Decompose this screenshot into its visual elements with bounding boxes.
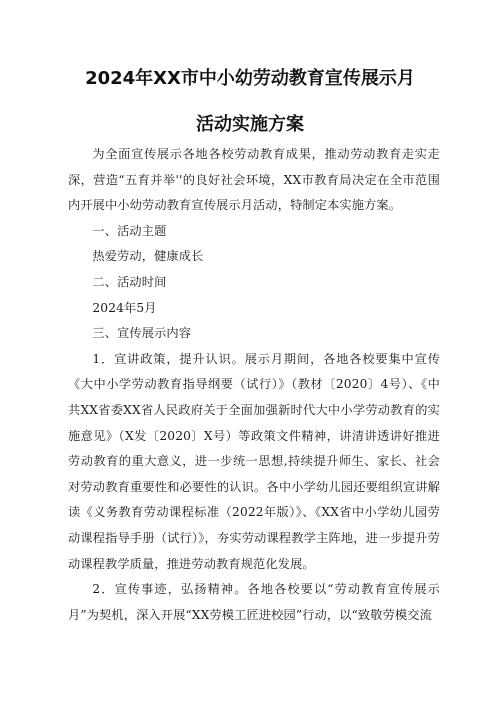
- section2-heading: 二、活动时间: [92, 274, 167, 289]
- intro-paragraph: 为全面宣传展示各地各校劳动教育成果，推动劳动教育走实走深，营造“五育并举''的良好社会环境，XX市教育局决定在全市范围内开展中小幼劳动教育宣传展示月活动，特制定本实施方案。: [68, 147, 440, 213]
- section2-content: 2024年5月: [92, 300, 157, 315]
- section3-heading: 三、宣传展示内容: [92, 326, 192, 341]
- section1-heading: 一、活动主题: [92, 223, 167, 238]
- document-body: [68, 142, 440, 628]
- document-title-line1: 2024年XX市中小幼劳动教育宣传展示月: [85, 68, 415, 89]
- document-title-line2: 活动实施方案: [196, 114, 304, 135]
- item1-paragraph: 1．宣讲政策，提升认识。展示月期间，各地各校要集中宣传《大中小学劳动教育指导纲要（试行）》（教材〔2020〕4号）、《中共XX省委XX省人民政府关于全面加强新时代大中小学劳动教育的实施意见》（X发〔2020〕X号）等政策文件精神，讲清讲透讲好推进劳动教育的重大意义，进一步统一思想,持续提升师生、家长、社会对劳动教育重要性和必要性的认识。各中小学幼儿园还要组织宣讲解读《义务教育劳动课程标准（2022年版）》、《XX省中小学幼儿园劳动课程指导手册（试行）》，夯实劳动课程教学主阵地，进一步提升劳动课程教学质量，推进劳动教育规范化发展。: [68, 351, 440, 571]
- item2-paragraph: 2．宣传事迹，弘扬精神。各地各校要以“劳动教育宣传展示月”为契机，深入开展“XX劳模工匠进校园”行动，以“致敬劳模交流: [68, 582, 440, 622]
- section1-content: 热爱劳动，健康成长: [92, 249, 204, 264]
